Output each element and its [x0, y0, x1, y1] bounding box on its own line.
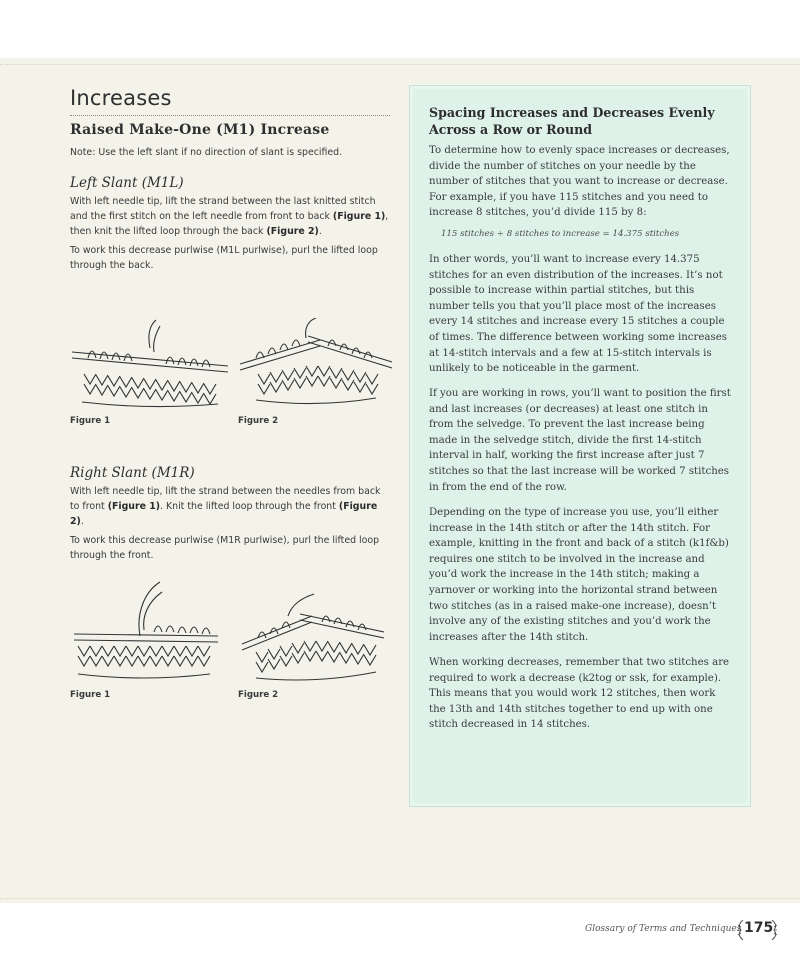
title-divider — [70, 115, 390, 116]
left-slant-figure-1-label: Figure 1 — [70, 416, 111, 426]
left-slant-heading: Left Slant (M1L) — [70, 175, 184, 191]
right-slant-paragraph-2: To work this decrease purlwise (M1R purlwise), purl the lifted loop through the front. — [70, 535, 380, 561]
subsection-title: Raised Make-One (M1) Increase — [70, 122, 330, 138]
page-number-right-ornament-icon — [771, 919, 779, 941]
left-slant-paragraph-2: To work this decrease purlwise (M1L purlwise), purl the lifted loop through the back. — [70, 245, 378, 271]
sidebar-paragraph-5: When working decreases, remember that two stitches are required to work a decrease (k2tog or ssk, for example). This means that you would work 12 stitches, then work the 13th and 14th stitches together to end up with one stitch decreased in 14 stitches. — [429, 657, 730, 731]
right-slant-figure-1-label: Figure 1 — [70, 690, 111, 700]
sidebar-paragraph-4: Depending on the type of increase you use, you’ll either increase in the 14th stitch or after the 14th stitch. For example, knitting in the front and back of a stitch (k1f&b) requires one stitch to be involved in the increase and you’d work the increase in the 14th stitch; making a yarnover or working into the horizontal strand between two stitches (as in a raised make-one increase), doesn’t involve any of the existing stitches and you’d work the increases after the 14th stitch. — [429, 507, 729, 643]
sidebar-paragraph-1: To determine how to evenly space increases or decreases, divide the number of stitches on your needle by the number of stitches that you want to increase or decrease. For example, if you have 115 stitches and you need to increase 8 stitches, you’d divide 115 by 8: — [429, 145, 730, 219]
left-slant-figure-2-label: Figure 2 — [238, 416, 279, 426]
note-text: Note: Use the left slant if no direction of slant is specified. — [70, 147, 343, 158]
bottom-dotted-rule — [0, 898, 800, 899]
left-slant-paragraph-1: With left needle tip, lift the strand between the last knitted stitch and the first stitch on the left needle from front to back (Figure 1), then knit the lifted loop through the back (Figure 2). — [70, 196, 389, 237]
right-slant-figure-1-illustration — [72, 580, 222, 684]
section-title: Increases — [70, 86, 172, 110]
sidebar-title: Spacing Increases and Decreases Evenly Across a Row or Round — [429, 105, 715, 137]
right-slant-figure-2-illustration — [236, 592, 388, 684]
right-slant-figure-2-label: Figure 2 — [238, 690, 279, 700]
page-number-left-ornament-icon — [736, 919, 744, 941]
page-number: 175 — [744, 920, 774, 936]
sidebar-paragraph-3: If you are working in rows, you’ll want to position the first and last increases (or decreases) at least one stitch in from the selvedge. To prevent the last increase being made in the selvedge stitch, divide the first 14-stitch interval in half, working the first increase after just 7 stitches so that the last increase will be worked 7 stitches in from the end of the row. — [429, 388, 731, 493]
right-slant-paragraph-1: With left needle tip, lift the strand between the needles from back to front (Figure 1). Knit the lifted loop through the front (Figure 2). — [70, 486, 381, 527]
top-dotted-rule — [0, 64, 800, 65]
sidebar-formula: 115 stitches ÷ 8 stitches to increase = 14.375 stitches — [441, 229, 680, 239]
footer-section-title: Glossary of Terms and Techniques — [585, 924, 742, 934]
right-slant-heading: Right Slant (M1R) — [70, 465, 195, 481]
sidebar-paragraph-2: In other words, you’ll want to increase every 14.375 stitches for an even distribution of the increases. It’s not possible to increase within partial stitches, but this number tells you that you’ll place most of the increases every 14 stitches and increase every 15 stitches a couple of times. The difference between working some increases at 14-stitch intervals and a few at 15-stitch intervals is unlikely to be noticeable in the garment. — [429, 254, 727, 375]
left-slant-figure-2-illustration — [236, 318, 394, 410]
left-slant-figure-1-illustration — [70, 318, 230, 410]
